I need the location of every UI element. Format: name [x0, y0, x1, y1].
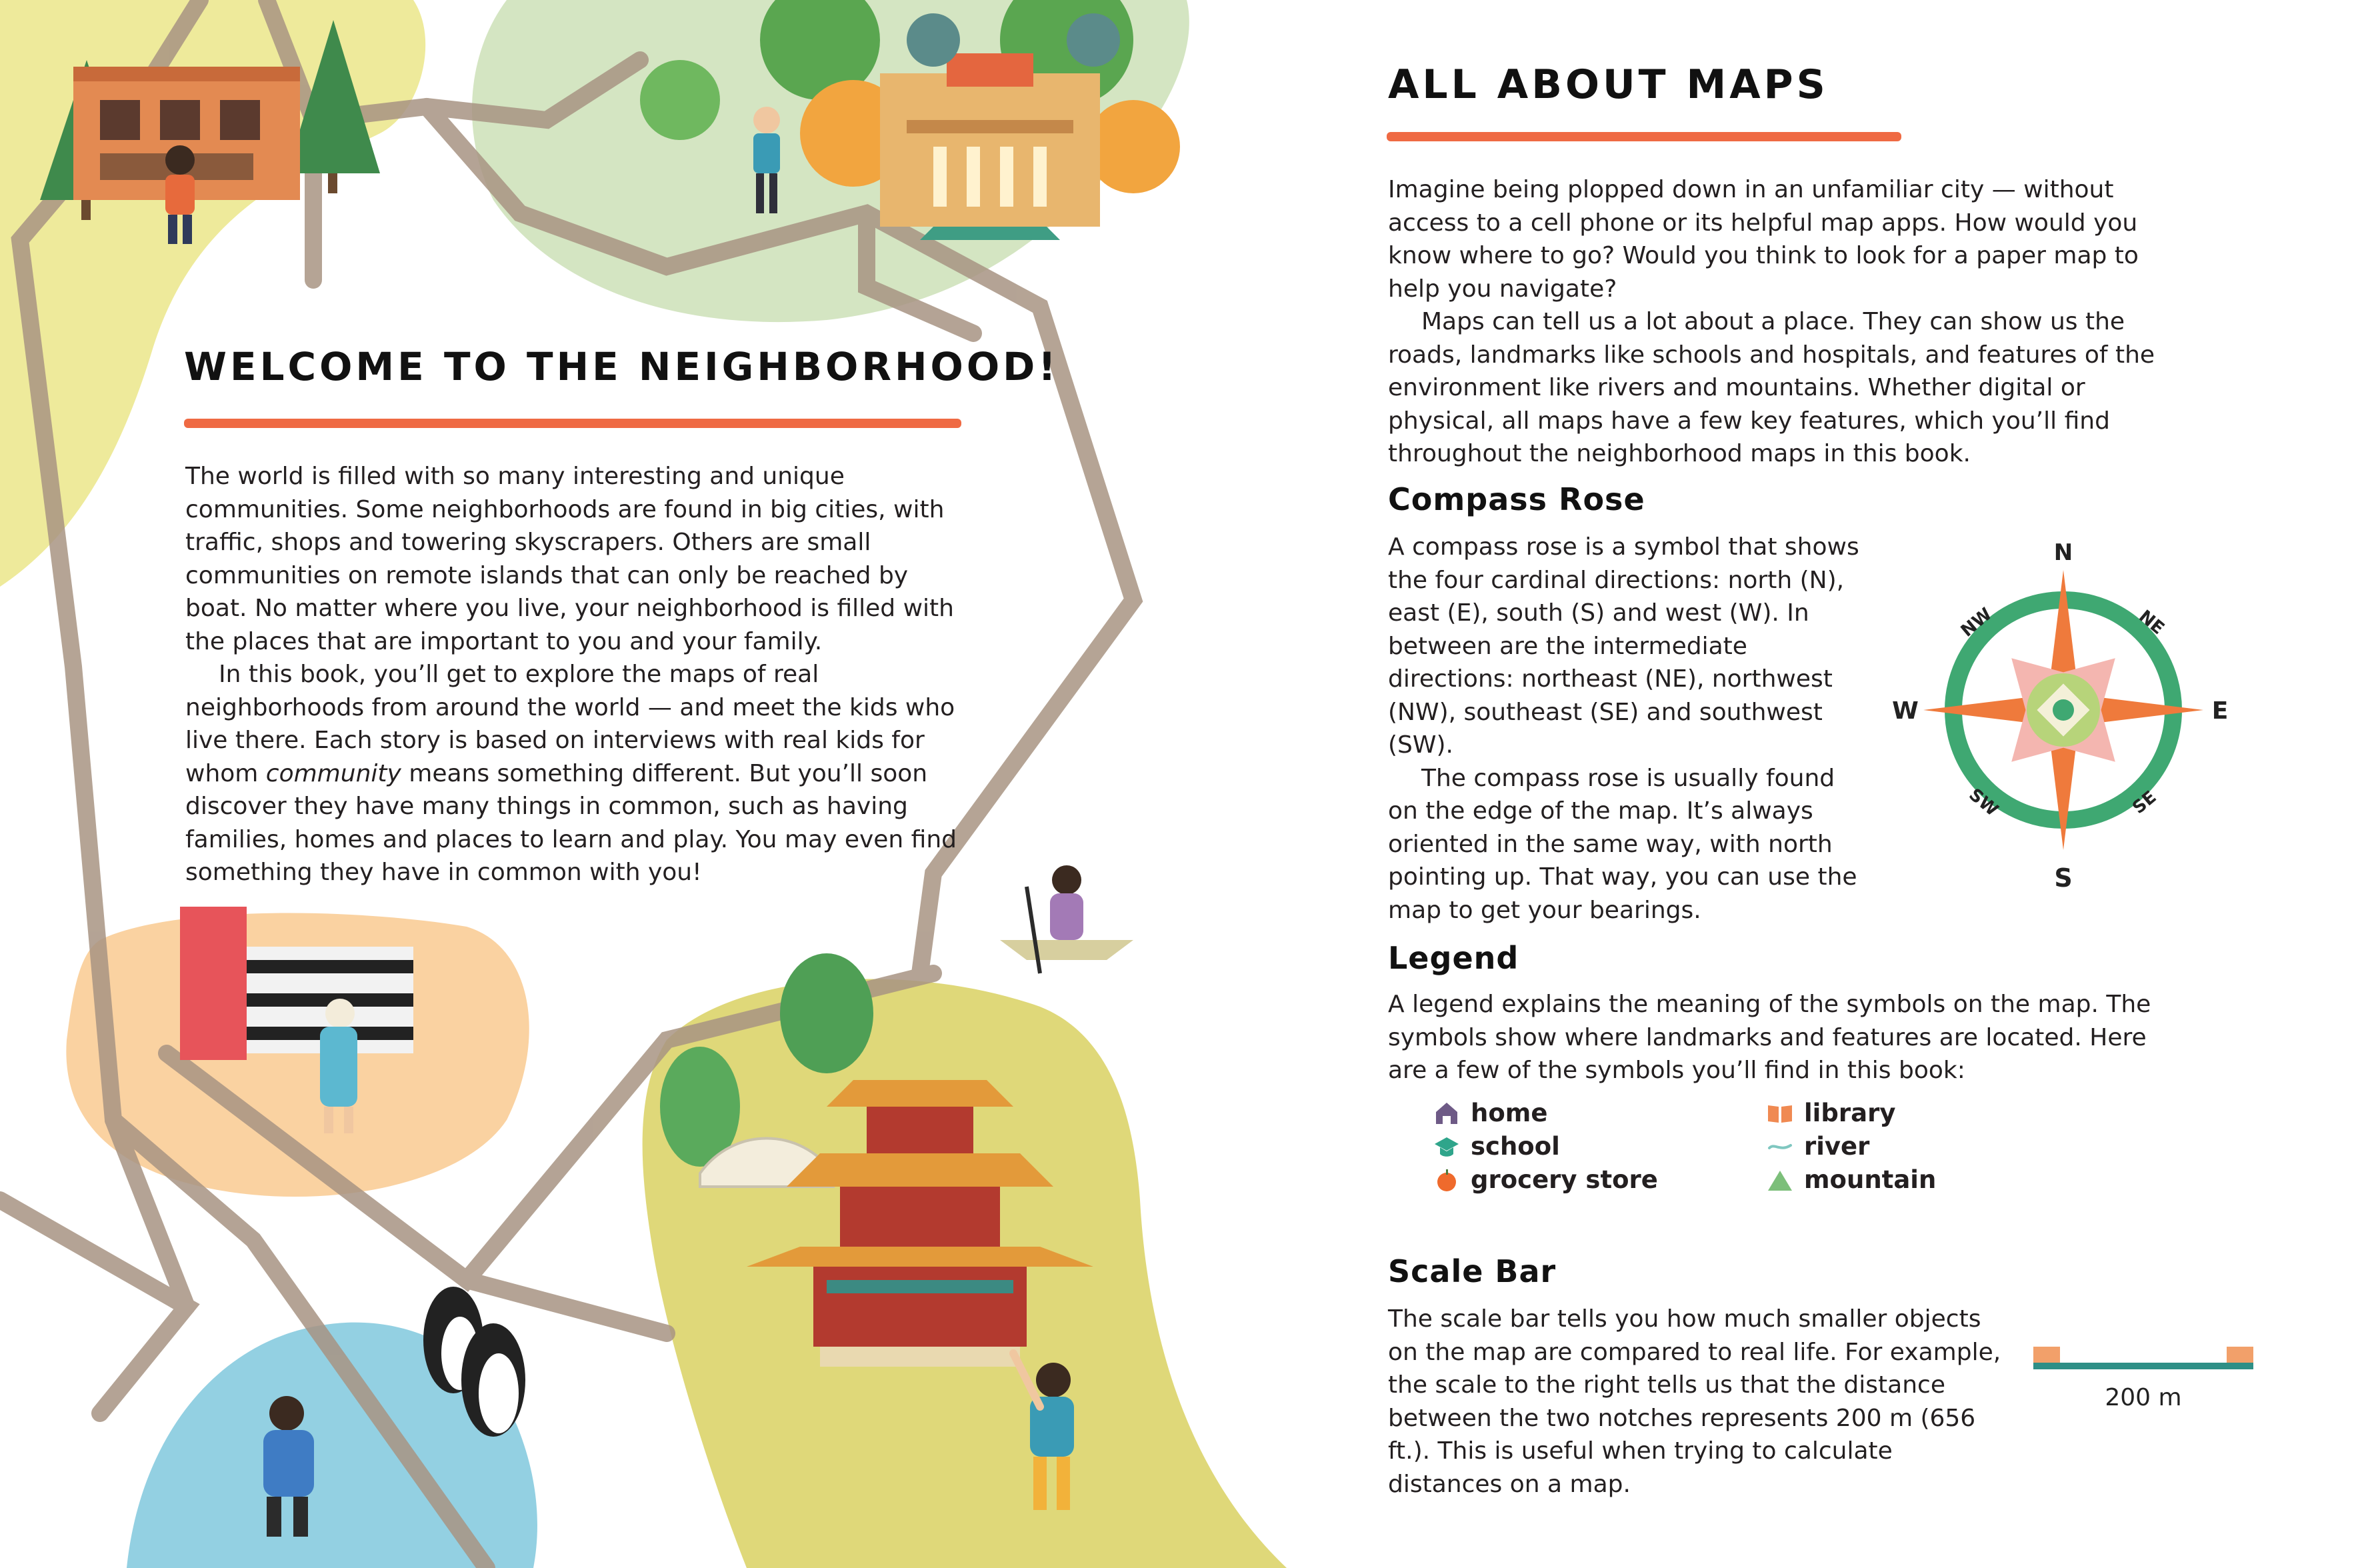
legend-text — [1388, 988, 2188, 1087]
scale-bar-illustration — [2027, 1340, 2260, 1413]
compass-label-ne: NE — [2135, 606, 2168, 639]
legend-heading: Legend — [1388, 940, 1519, 976]
book-icon — [1767, 1100, 1793, 1127]
compass-paragraph-2: The compass rose is usually found on the edge of the map. It’s always oriented in the same way, with north pointing up. That way, you can use the map to get your bearings. — [1388, 764, 1857, 924]
scale-paragraph: The scale bar tells you how much smaller objects on the map are compared to real life. For example, the scale to the right tells us that the distance between the two notches represents 200 m (656 ft.). This is useful when trying to calculate distances on a map. — [1388, 1305, 2001, 1498]
home-icon — [1433, 1100, 1460, 1127]
compass-label-nw: NW — [1957, 604, 1996, 641]
scale-bar-text — [1388, 1303, 2001, 1501]
legend-item-home — [1433, 1099, 1547, 1127]
compass-label-se: SE — [2129, 787, 2161, 819]
maps-title: ALL ABOUT MAPS — [1388, 61, 1829, 108]
legend-label-river: river — [1804, 1132, 1870, 1161]
legend-item-library — [1767, 1099, 1895, 1127]
legend-label-grocery: grocery store — [1471, 1165, 1658, 1194]
legend-item-school — [1433, 1132, 1560, 1161]
legend-item-mountain — [1767, 1165, 1936, 1194]
maps-intro-paragraph-2: Maps can tell us a lot about a place. They can show us the roads, landmarks like schools and hospitals, and features of the environment like rivers and mountains. Whether digital or physical, all maps have a few key features, which you’ll find throughout the neighborhood maps in this book. — [1388, 308, 2155, 467]
legend-label-school: school — [1471, 1132, 1560, 1161]
compass-rose-heading: Compass Rose — [1388, 481, 1645, 517]
scale-bar-heading: Scale Bar — [1388, 1253, 1557, 1289]
welcome-paragraph-1: The world is filled with so many interesting and unique communities. Some neighborhoods are found in big cities, with traffic, shops and towering skyscrapers. Others are small communities on remote islands that can only be reached by boat. No matter where you live, your neighborhood is filled with the places that are important to you and your family. — [185, 463, 954, 655]
maps-title-underline — [1387, 132, 1901, 141]
legend-label-home: home — [1471, 1099, 1548, 1127]
legend-item-river — [1767, 1132, 1869, 1161]
compass-label-w: W — [1892, 697, 1919, 725]
welcome-body — [185, 460, 965, 889]
compass-label-sw: SW — [1965, 785, 2002, 821]
boat-with-rower — [1000, 865, 1133, 973]
maps-intro-paragraph-1: Imagine being plopped down in an unfamiliar city — without access to a cell phone or its helpful map apps. How would you know where to go? Would you think to look for a paper map to help you navigate? — [1388, 176, 2139, 303]
legend-item-grocery — [1433, 1165, 1658, 1194]
compass-label-s: S — [2054, 863, 2073, 893]
legend-paragraph: A legend explains the meaning of the symbols on the map. The symbols show where landmarks and features are located. Here are a few of the symbols you’ll find in this book: — [1388, 991, 2151, 1084]
apple-icon — [1433, 1167, 1460, 1193]
legend-label-mountain: mountain — [1804, 1165, 1937, 1194]
welcome-paragraph-2: In this book, you’ll get to explore the maps of real neighborhoods from around the world — and meet the kids who live there. Each story is based on interviews with real kids for whom community means something different. But you’ll soon discover they have many things in common, such as having families, homes and places to learn and play. You may even find something they have in common with you! — [185, 661, 957, 886]
legend-label-library: library — [1804, 1099, 1896, 1127]
welcome-title-underline — [184, 419, 961, 428]
compass-rose-illustration — [1887, 533, 2233, 893]
school-icon — [1433, 1133, 1460, 1160]
compass-label-e: E — [2211, 697, 2229, 725]
compass-paragraph-1: A compass rose is a symbol that shows the four cardinal directions: north (N), east (E), south (S) and west (W). In between are the intermediate directions: northeast (NE), northwest (NW), southeast (SE) and southwest (SW). — [1388, 533, 1859, 759]
compass-rose-text — [1388, 531, 1868, 927]
scale-bar-label: 200 m — [2105, 1384, 2182, 1411]
maps-intro — [1388, 173, 2188, 471]
compass-label-n: N — [2053, 539, 2073, 566]
welcome-title: WELCOME TO THE NEIGHBORHOOD! — [184, 344, 1059, 389]
river-icon — [1767, 1133, 1793, 1160]
mountain-icon — [1767, 1167, 1793, 1193]
